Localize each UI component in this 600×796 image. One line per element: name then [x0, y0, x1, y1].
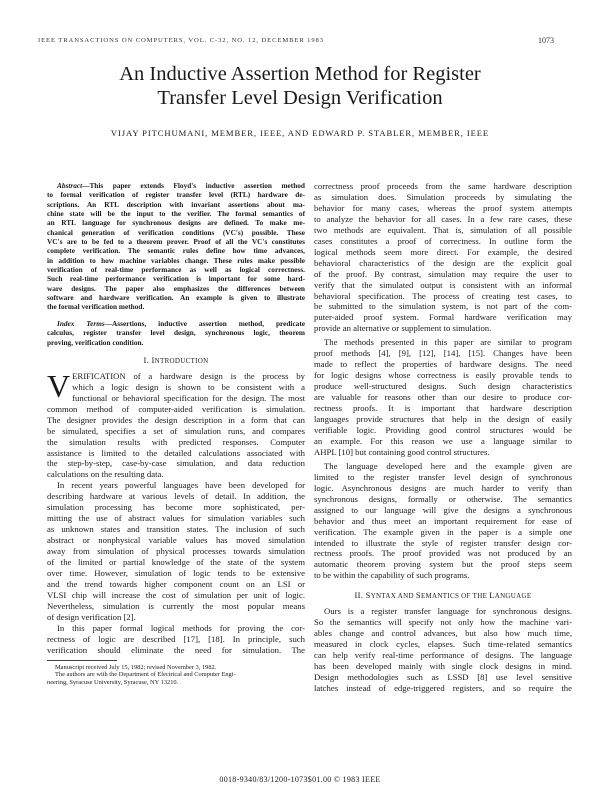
- section-heading-syntax-semantics: II. SYNTAX AND SEMANTICS OF THE LANGUAGE: [354, 590, 532, 601]
- index-terms: Index Terms—Assertions, inductive assertion method, predicate calculus, register transfer level design, synchronous logic, theorem proving, verification condition.: [47, 318, 306, 347]
- page-number: 1073: [538, 36, 554, 45]
- title-line: Transfer Level Design Verification: [157, 87, 443, 109]
- right-paragraph-1: correctness proof proceeds from the same hardware description as simulation does. Simulation proceeds by simulating the behavior for many cases, whereas the proof system attempts to analyze the behavior for all cases. In a few rare cases, these two methods are equivalent. That is, simulation of all possible cases constitutes a proof of correctness. In outline form the logical methods seem more direct. For example, the desired behavioral characteristics of the design are the explicit goal of the proof. By contrast, simulation may require the user to verify that the simulated output is consistent with an informal behavioral specification. The process of creating test cases, to be submitted to the simulation system, is not part of the com- puter-aided proof system. Formal hardware verification may provide an alternative or supplement to simulation.: [314, 181, 572, 334]
- right-paragraph-4: Ours is a register transfer language for synchronous designs. So the semantics will specify not only how the machine vari- ables change and control advances, but also how much time, measured in clock cycles, elapses. Such time-related semantics can help verify real-time performance of designs. The language has been developed mainly with single clock designs in mind. Design methodologies such as LSSD [8] use level sensitive latches instead of edge-triggered registers, and so require the: [314, 606, 572, 693]
- footnotes: Manuscript received July 15, 1982; revised November 3, 1982. The authors are with the Department of Electrical and Computer Engi- neering, Syracuse University, Syracuse, NY 13210.: [47, 663, 236, 687]
- title-line: An Inductive Assertion Method for Register: [119, 63, 481, 85]
- section-heading-introduction: I. INTRODUCTION: [143, 354, 209, 365]
- left-column: [47, 181, 305, 687]
- abstract-label: Abstract: [57, 181, 83, 190]
- copyright-line: 0018-9340/83/1200-1073$01.00 © 1983 IEEE: [219, 775, 381, 784]
- right-paragraph-3: The language developed here and the example given are limited to the register transfer level design of synchronous logic. Asynchronous designs are much harder to verify than synchronous designs, formally or otherwise. The semantics assigned to our language will give the designs a synchronous behavior and thus meet an important requirement for ease of verification. The example given in the paper is a simple one intended to illustrate the style of register transfer design cor- rectness proofs. The proof provided was not produced by an automatic theorem proving system but the proof steps seem to be within the capability of such programs.: [314, 460, 572, 581]
- abstract: Abstract—This paper extends Floyd's inductive assertion method to formal verification of register transfer level (RTL) hardware de- scriptions. An RTL description with invariant assertions about ma- chine state will be the input to the verifier. The formal semantics of an RTL language for synchronous designs are defined. To make me- chanical generation of verification conditions (VC's) possible. These VC's are to be fed to a theorem prover. Proof of all the VC's constitutes complete verification. The semantic rules define how time advances, in addition to how machine variables change. These rules make possible verification of real-time performance as well as logical correctness. Such real-time performance verification is important for some hard- ware designs. The paper also emphasizes the differences between software and hardware verification. An example is given to illustrate the formal verification method.: [47, 181, 305, 312]
- footnote-rule: [47, 660, 117, 661]
- intro-paragraph-3: In this paper formal logical methods for proving the cor- rectness of logic are described [17], [18]. In principle, such verification should eliminate the need for simulation. The: [47, 622, 305, 655]
- right-column: [314, 181, 572, 694]
- paper-title: [30, 62, 570, 110]
- index-terms-label: Index Terms: [57, 318, 105, 328]
- drop-cap: V: [47, 367, 71, 404]
- journal-header: IEEE TRANSACTIONS ON COMPUTERS, VOL. C-32, NO. 12, DECEMBER 1983: [38, 37, 324, 44]
- intro-paragraph-2: In recent years powerful languages have been developed for describing hardware at various levels of detail. In addition, the simulation processing has become more sophisticated, per- mitting the use of abstract values for simulation variables such as unknown states and transition states. The inclusion of such abstract or nonphysical variable values has moved simulation away from simulation of physical processes towards simulation of the limited or partial knowledge of the state of the system over time. However, simulation of logic tends to be extensive and the trend towards higher component count on an LSI or VLSI chip will increase the cost of simulation per unit of logic. Nevertheless, simulation is currently the most popular means of design verification [2].: [47, 480, 305, 622]
- right-paragraph-2: The methods presented in this paper are similar to program proof methods [4], [9], [12], [14], [15]. Changes have been made to reflect the properties of hardware designs. The need for logic designs whose correctness is easily provable tends to produce well-structured designs. Such design characteristics are valuable for reasons other than our desire to produce cor- rectness proofs. It is important that hardware description languages provide structures that help in the design of easily verifiable logic. Providing good control structures would be an example. For this reason we use a language similar to AHPL [10] but containing good control structures.: [314, 337, 572, 457]
- intro-paragraph-1: V ERIFICATION of a hardware design is the process by which a logic design is shown to be consistent with a functional or behavioral specification for the design. The most common method of computer-aided verification is simulation. The designer provides the design description in a form that can be simulated, specifies a set of simulation runs, and compares the simulation results with predicted responses. Computer assistance is limited to the detailed calculations associated with the step-by-step, case-by-case simulation, and data reduction calculations on the resulting data.: [47, 367, 305, 480]
- authors: VIJAY PITCHUMANI, MEMBER, IEEE, AND EDWARD P. STABLER, MEMBER, IEEE: [110, 128, 490, 138]
